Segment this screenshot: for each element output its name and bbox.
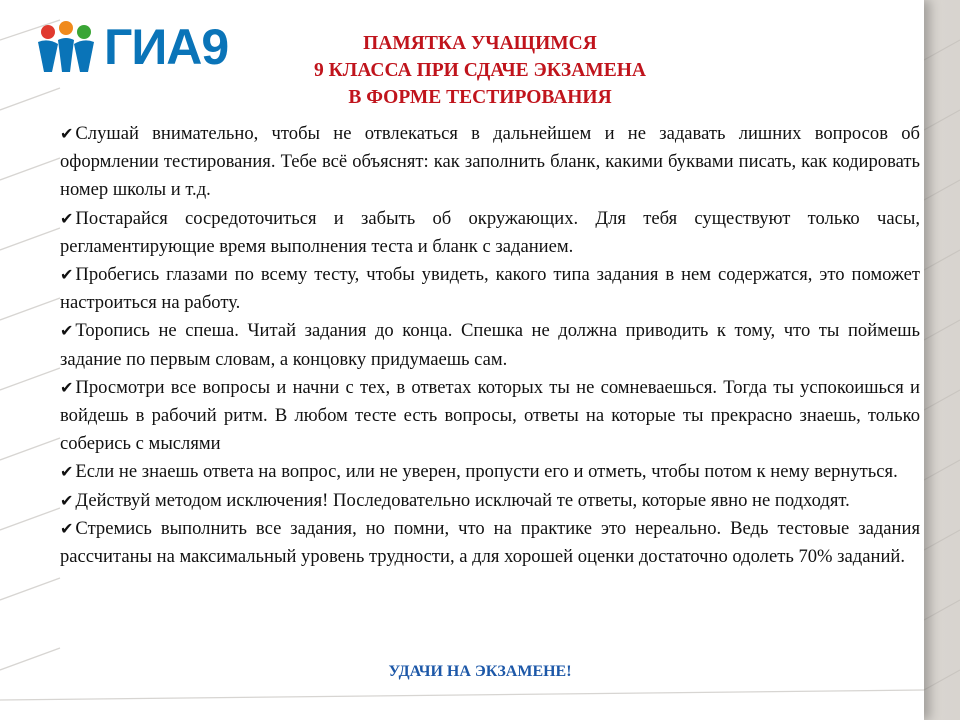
advice-item xyxy=(60,261,920,317)
advice-list xyxy=(60,120,920,571)
advice-item xyxy=(60,317,920,373)
checkmark-icon: ✔ xyxy=(60,518,74,538)
checkmark-icon: ✔ xyxy=(60,321,74,341)
logo-text: ГИА9 xyxy=(104,19,229,75)
advice-text: Пробегись глазами по всему тесту, чтобы увидеть, какого типа задания в нем содержатся, это поможет настроиться на работу. xyxy=(60,264,920,314)
checkmark-icon: ✔ xyxy=(60,208,74,228)
advice-item xyxy=(60,374,920,459)
advice-item xyxy=(60,487,920,515)
checkmark-icon: ✔ xyxy=(60,490,74,510)
good-luck-footer: УДАЧИ НА ЭКЗАМЕНЕ! xyxy=(388,663,572,680)
advice-text: Просмотри все вопросы и начни с тех, в ответах которых ты не сомневаешься. Тогда ты успокоишься и войдешь в рабочий ритм. В любом тесте есть вопросы, ответы на которые ты прекрасно знаешь, только соберись с мыслями xyxy=(60,376,920,455)
advice-item xyxy=(60,205,920,261)
title-line-1: ПАМЯТКА УЧАЩИМСЯ xyxy=(363,33,597,54)
advice-item xyxy=(60,458,920,486)
advice-text: Действуй методом исключения! Последовательно исключай те ответы, которые явно не подходят. xyxy=(75,489,850,511)
checkmark-icon: ✔ xyxy=(60,124,74,143)
advice-text: Если не знаешь ответа на вопрос, или не уверен, пропусти его и отметь, чтобы потом к нему вернуться. xyxy=(75,461,898,483)
checkmark-icon: ✔ xyxy=(60,377,74,397)
checkmark-icon: ✔ xyxy=(60,265,74,285)
advice-text: Постарайся сосредоточиться и забыть об окружающих. Для тебя существуют только часы, регламентирующие время выполнения теста и бланк с заданием. xyxy=(60,207,920,257)
checkmark-icon: ✔ xyxy=(60,462,74,482)
logo-figures-icon xyxy=(34,20,98,74)
advice-item xyxy=(60,515,920,571)
logo xyxy=(34,18,234,76)
advice-text: Торопись не спеша. Читай задания до конца. Спешка не должна приводить к тому, что ты поймешь задание по первым словам, а концовку придумаешь сам. xyxy=(60,320,920,370)
page-title xyxy=(230,30,730,111)
title-line-2: 9 КЛАССА ПРИ СДАЧЕ ЭКЗАМЕНА xyxy=(314,60,646,81)
title-line-3: В ФОРМЕ ТЕСТИРОВАНИЯ xyxy=(348,87,612,108)
advice-text: Стремись выполнить все задания, но помни, что на практике это нереально. Ведь тестовые задания рассчитаны на максимальный уровень трудности, а для хорошей оценки достаточно одолеть 70% заданий. xyxy=(60,517,920,568)
advice-item xyxy=(60,120,920,205)
advice-text: Слушай внимательно, чтобы не отвлекаться в дальнейшем и не задавать лишних вопросов об оформлении тестирования. Тебе всё объяснят: как заполнить бланк, какими буквами писать, как кодировать номер школы и т.д. xyxy=(60,123,920,201)
